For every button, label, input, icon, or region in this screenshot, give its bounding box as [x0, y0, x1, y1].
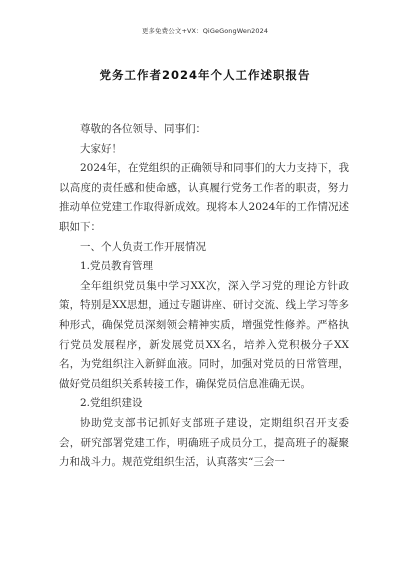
document-title: 党务工作者2024年个人工作述职报告 [99, 68, 311, 82]
body-paragraph: 协助党支部书记抓好支部班子建设，定期组织召开支委会，研究部署党建工作，明确班子成员分工，提高班子的凝聚力和战斗力。规范党组织生活，认真落实“三会一 [59, 416, 349, 469]
header-note: 更多免费公文+VX：QiGeGongWen2024 [141, 27, 269, 35]
body-paragraph: 1.党员教育管理 [80, 260, 154, 273]
body-paragraph: 一、个人负责工作开展情况 [80, 240, 206, 253]
body-paragraph: 全年组织党员集中学习XX次，深入学习党的理论方针政策，特别是XX思想，通过专题讲座、研讨交流、线上学习等多种形式，确保党员深刻领会精神实质，增强党性修养。严格执行党员发展程序，新发展党员XX名，培养入党积极分子XX名，为党组织注入新鲜血液。同时，加强对党员的日常管理，做好党员组织关系转接工作，确保党员信息准确无误。 [59, 279, 349, 390]
body-paragraph: 2.党组织建设 [80, 397, 143, 410]
body-paragraph: 2024年，在党组织的正确领导和同事们的大力支持下，我以高度的责任感和使命感，认真履行党务工作者的职责，努力推动单位党建工作取得新成效。现将本人2024年的工作情况述职如下： [59, 162, 349, 233]
document-body [59, 120, 349, 473]
body-paragraph: 尊敬的各位领导、同事们： [80, 123, 206, 135]
body-paragraph: 大家好！ [80, 142, 122, 155]
